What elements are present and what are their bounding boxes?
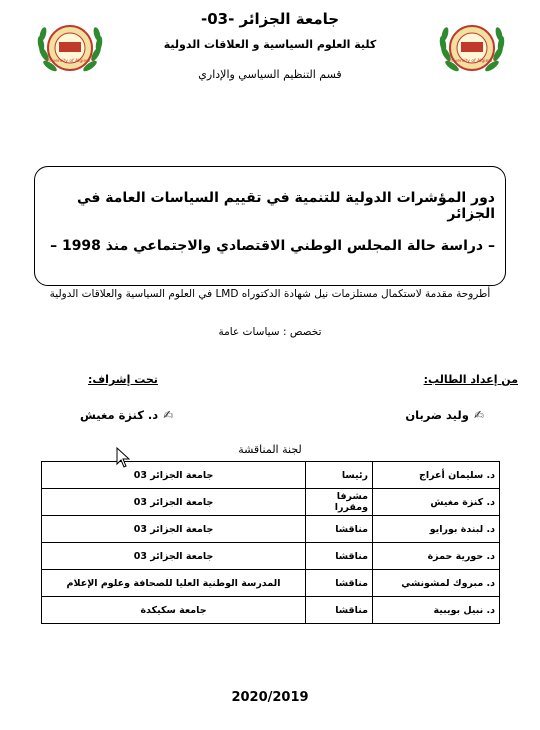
member-institution: جامعة سكيكدة	[42, 597, 306, 624]
logo-caption-left: University of Algiers 3	[45, 59, 95, 64]
member-institution: جامعة الجزائر 03	[42, 516, 306, 543]
thesis-statement: أطروحة مقدمة لاستكمال مستلزمات نيل شهادة الدكتوراه LMD في العلوم السياسية والعلاقات الدولية	[49, 288, 491, 300]
member-role: مناقشا	[306, 516, 373, 543]
faculty-name: كلية العلوم السياسية و العلاقات الدولية	[163, 38, 377, 51]
committee-table	[41, 461, 500, 624]
logo-caption-right: University of Algiers 3	[447, 59, 497, 64]
supervisor-name: د. كنزة مغيش	[80, 408, 159, 422]
committee-label: لجنة المناقشة	[238, 443, 302, 456]
prepared-by-label: من إعداد الطالب:	[423, 373, 518, 386]
mouse-pointer-icon	[116, 447, 130, 473]
university-logo-left	[32, 14, 108, 84]
member-name: د. سليمان أعراج	[373, 462, 500, 489]
quill-icon: ✍	[163, 408, 174, 422]
student-name-line	[405, 404, 484, 423]
member-name: د. حورية حمزة	[373, 543, 500, 570]
member-institution: جامعة الجزائر 03	[42, 462, 306, 489]
table-row	[42, 597, 500, 624]
supervisor-name-line	[80, 404, 173, 423]
university-name: جامعة الجزائر -03-	[200, 10, 340, 28]
member-role: مناقشا	[306, 597, 373, 624]
member-name: د. كنزة مغيش	[373, 489, 500, 516]
academic-year: 2020/2019	[231, 690, 309, 705]
table-row	[42, 462, 500, 489]
member-role: مناقشا	[306, 543, 373, 570]
quill-icon: ✍	[473, 408, 484, 422]
member-institution: المدرسة الوطنية العليا للصحافة وعلوم الإعلام	[42, 570, 306, 597]
thesis-title-line1: دور المؤشرات الدولية للتنمية في تقييم السياسات العامة في الجزائر	[77, 190, 495, 222]
student-name: وليد ضربان	[405, 408, 469, 422]
specialization: تخصص : سياسات عامة	[218, 326, 322, 338]
member-name: د. مبروك لمشونشي	[373, 570, 500, 597]
title-frame	[34, 166, 506, 286]
supervised-by-label: تحت إشراف:	[88, 373, 158, 386]
member-name: د. نبيل بويبية	[373, 597, 500, 624]
member-name: د. لبندة بورايو	[373, 516, 500, 543]
member-role: رئيسا	[306, 462, 373, 489]
thesis-title-line2: – دراسة حالة المجلس الوطني الاقتصادي والاجتماعي منذ 1998 –	[50, 238, 495, 254]
member-institution: جامعة الجزائر 03	[42, 543, 306, 570]
table-row	[42, 489, 500, 516]
department-name: قسم التنظيم السياسي والإداري	[198, 68, 342, 81]
university-logo-right	[434, 14, 510, 84]
member-role: مناقشا	[306, 570, 373, 597]
member-role: مشرفا ومقررا	[306, 489, 373, 516]
table-row	[42, 516, 500, 543]
table-row	[42, 570, 500, 597]
member-institution: جامعة الجزائر 03	[42, 489, 306, 516]
table-row	[42, 543, 500, 570]
